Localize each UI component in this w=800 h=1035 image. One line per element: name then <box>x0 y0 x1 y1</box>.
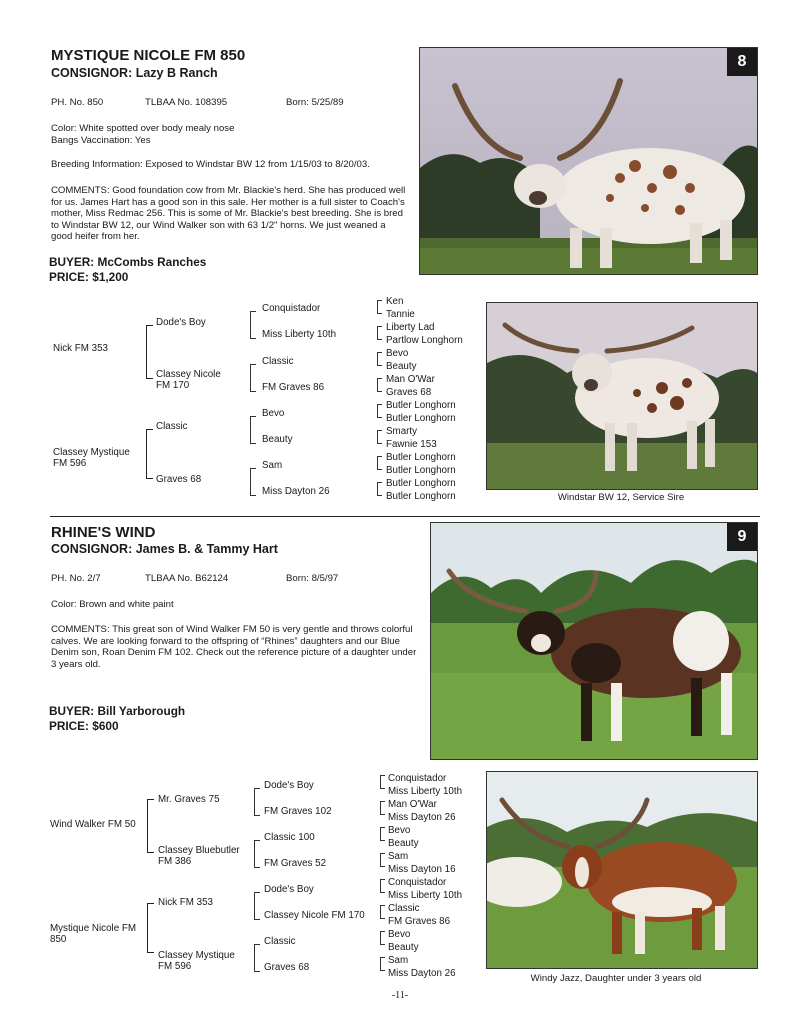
lot8-ped-g4-1: Ken <box>386 296 404 307</box>
lot8-bracket-g3-2 <box>377 326 382 340</box>
page-number: -11- <box>391 990 409 1001</box>
lot9-ped-g4-11: Classic <box>388 903 420 914</box>
lot8-born: Born: 5/25/89 <box>286 97 344 108</box>
lot8-ped-g4-16: Butler Longhorn <box>386 491 456 502</box>
lot9-ped-g2-2: Classey Bluebutler FM 386 <box>158 845 240 867</box>
lot9-bracket-g1a <box>147 799 154 853</box>
lot9-ped-g4-3: Man O'War <box>388 799 437 810</box>
lot8-bracket-g2c <box>250 416 256 444</box>
lot9-bracket-g3-7 <box>380 931 385 945</box>
lot9-ped-g4-16: Miss Dayton 26 <box>388 968 456 979</box>
lot9-ped-g4-12: FM Graves 86 <box>388 916 451 927</box>
lot8-ped-g3-6: Beauty <box>262 434 293 445</box>
lot9-color: Color: Brown and white paint <box>51 599 174 610</box>
lot9-bracket-g2b <box>254 840 260 868</box>
lot8-bracket-g1a <box>146 325 153 379</box>
lot9-ped-g1-sire: Wind Walker FM 50 <box>50 819 136 830</box>
lot9-number-badge: 9 <box>727 523 757 551</box>
lot9-daughter-caption: Windy Jazz, Daughter under 3 years old <box>530 973 702 984</box>
lot9-born: Born: 8/5/97 <box>286 573 339 584</box>
lot8-buyer: BUYER: McCombs Ranches <box>49 255 207 269</box>
lot8-ped-g3-4: FM Graves 86 <box>262 382 325 393</box>
lot9-ped-g3-1: Dode's Boy <box>264 780 314 791</box>
lot8-ped-g4-11: Smarty <box>386 426 418 437</box>
lot9-ped-g3-4: FM Graves 52 <box>264 858 327 869</box>
lot8-ped-g3-1: Conquistador <box>262 303 321 314</box>
lot9-bracket-g3-2 <box>380 801 385 815</box>
lot9-buyer: BUYER: Bill Yarborough <box>49 704 186 718</box>
lot9-ph-number: PH. No. 2/7 <box>51 573 101 584</box>
lot8-ped-g4-8: Graves 68 <box>386 387 432 398</box>
lot8-ped-g2-1: Dode's Boy <box>156 317 206 328</box>
lot9-ped-g3-5: Dode's Boy <box>264 884 314 895</box>
lot9-ped-g1-dam: Mystique Nicole FM 850 <box>50 923 137 945</box>
lot8-bracket-g2b <box>250 364 256 392</box>
lot8-ped-g4-5: Bevo <box>386 348 409 359</box>
lot8-bracket-g3-4 <box>377 378 382 392</box>
lot8-bracket-g2d <box>250 468 256 496</box>
lot9-bracket-g2d <box>254 944 260 972</box>
lot8-cow-photo <box>419 47 758 275</box>
lot8-bracket-g3-7 <box>377 456 382 470</box>
lot9-bull-photo <box>430 522 758 760</box>
lot8-ped-g4-12: Fawnie 153 <box>386 439 437 450</box>
lot8-bracket-g3-8 <box>377 482 382 496</box>
lot9-daughter-photo <box>486 771 758 969</box>
lot9-comments: COMMENTS: This great son of Wind Walker FM 50 is very gentle and throws colorful calves. We are looking forward to the offspring of “Rhines” daughters and our Blue Denim son, Roan Denim FM 102. Check out the reference picture of a daughter under 3 years old. <box>51 624 417 670</box>
lot9-ped-g4-10: Miss Liberty 10th <box>388 890 463 901</box>
lot9-ped-g2-1: Mr. Graves 75 <box>158 794 220 805</box>
lot8-ped-g4-6: Beauty <box>386 361 417 372</box>
lot9-consignor: CONSIGNOR: James B. & Tammy Hart <box>51 542 278 556</box>
lot9-bracket-g3-8 <box>380 957 385 971</box>
lot9-ped-g4-4: Miss Dayton 26 <box>388 812 456 823</box>
lot9-ped-g3-8: Graves 68 <box>264 962 310 973</box>
lot8-bracket-g2a <box>250 311 256 339</box>
lot9-ped-g2-3: Nick FM 353 <box>158 897 213 908</box>
lot9-bracket-g3-3 <box>380 827 385 841</box>
lot9-ped-g4-6: Beauty <box>388 838 419 849</box>
lot9-ped-g2-4: Classey Mystique FM 596 <box>158 950 235 972</box>
lot8-ped-g4-13: Butler Longhorn <box>386 452 456 463</box>
lot8-number-badge: 8 <box>727 48 757 76</box>
lot8-ped-g1-sire: Nick FM 353 <box>53 343 108 354</box>
lot9-bracket-g3-4 <box>380 853 385 867</box>
lot8-tlbaa-number: TLBAA No. 108395 <box>145 97 228 108</box>
lot9-ped-g4-2: Miss Liberty 10th <box>388 786 463 797</box>
lot9-bracket-g2a <box>254 788 260 816</box>
lot8-bracket-g3-3 <box>377 352 382 366</box>
lot8-bangs: Bangs Vaccination: Yes <box>51 135 151 146</box>
section-divider <box>50 516 760 517</box>
lot9-ped-g3-3: Classic 100 <box>264 832 315 843</box>
lot8-bracket-g3-1 <box>377 300 382 314</box>
lot9-tlbaa-number: TLBAA No. B62124 <box>145 573 229 584</box>
lot8-ped-g4-9: Butler Longhorn <box>386 400 456 411</box>
lot8-ped-g3-7: Sam <box>262 460 283 471</box>
lot8-ped-g3-5: Bevo <box>262 408 285 419</box>
lot9-bracket-g1b <box>147 903 154 953</box>
lot8-ped-g3-2: Miss Liberty 10th <box>262 329 337 340</box>
lot9-ped-g4-8: Miss Dayton 16 <box>388 864 456 875</box>
lot9-bracket-g3-5 <box>380 879 385 893</box>
lot9-bracket-g3-6 <box>380 905 385 919</box>
lot8-breeding: Breeding Information: Exposed to Windstar BW 12 from 1/15/03 to 8/20/03. <box>51 159 370 170</box>
lot9-ped-g4-14: Beauty <box>388 942 419 953</box>
lot9-title: RHINE'S WIND <box>51 524 156 541</box>
lot9-ped-g4-1: Conquistador <box>388 773 447 784</box>
lot8-ped-g3-8: Miss Dayton 26 <box>262 486 330 497</box>
lot8-ped-g4-7: Man O'War <box>386 374 435 385</box>
lot8-ped-g2-4: Graves 68 <box>156 474 202 485</box>
lot8-ped-g4-15: Butler Longhorn <box>386 478 456 489</box>
lot8-ph-number: PH. No. 850 <box>51 97 104 108</box>
lot9-ped-g3-6: Classey Nicole FM 170 <box>264 910 365 921</box>
lot8-price: PRICE: $1,200 <box>49 270 129 284</box>
lot8-ped-g3-3: Classic <box>262 356 294 367</box>
lot8-ped-g4-3: Liberty Lad <box>386 322 435 333</box>
lot9-ped-g4-15: Sam <box>388 955 409 966</box>
lot8-color: Color: White spotted over body mealy nose <box>51 123 235 134</box>
lot9-price: PRICE: $600 <box>49 719 119 733</box>
lot9-ped-g4-9: Conquistador <box>388 877 447 888</box>
lot8-ped-g4-2: Tannie <box>386 309 415 320</box>
lot8-bracket-g3-5 <box>377 404 382 418</box>
lot9-ped-g4-7: Sam <box>388 851 409 862</box>
lot9-bracket-g2c <box>254 892 260 920</box>
lot9-ped-g3-2: FM Graves 102 <box>264 806 332 817</box>
lot9-ped-g4-5: Bevo <box>388 825 411 836</box>
lot8-comments: COMMENTS: Good foundation cow from Mr. Blackie's herd. She has produced well for us. James Hart has a good son in this sale. Her mother is a full sister to Coach's mother, Miss Redmac 256. This is some of Mr. Blackie's best breeding. She is bred to Windstar BW 12, our Wind Walker son with 63 1/2" horns. We just weaned a good heifer from her. <box>51 185 406 243</box>
lot8-ped-g4-4: Partlow Longhorn <box>386 335 463 346</box>
lot8-ped-g1-dam: Classey Mystique FM 596 <box>53 447 130 469</box>
lot8-title: MYSTIQUE NICOLE FM 850 <box>51 47 246 64</box>
lot9-ped-g3-7: Classic <box>264 936 296 947</box>
lot8-ped-g4-14: Butler Longhorn <box>386 465 456 476</box>
lot8-bracket-g3-6 <box>377 430 382 444</box>
lot8-consignor: CONSIGNOR: Lazy B Ranch <box>51 66 218 80</box>
lot9-bracket-g3-1 <box>380 775 385 789</box>
lot8-ped-g2-2: Classey Nicole FM 170 <box>156 369 221 391</box>
lot9-ped-g4-13: Bevo <box>388 929 411 940</box>
lot8-sire-photo <box>486 302 758 490</box>
lot8-sire-caption: Windstar BW 12, Service Sire <box>557 492 685 503</box>
lot8-bracket-g1b <box>146 429 153 479</box>
lot8-ped-g2-3: Classic <box>156 421 188 432</box>
lot8-ped-g4-10: Butler Longhorn <box>386 413 456 424</box>
